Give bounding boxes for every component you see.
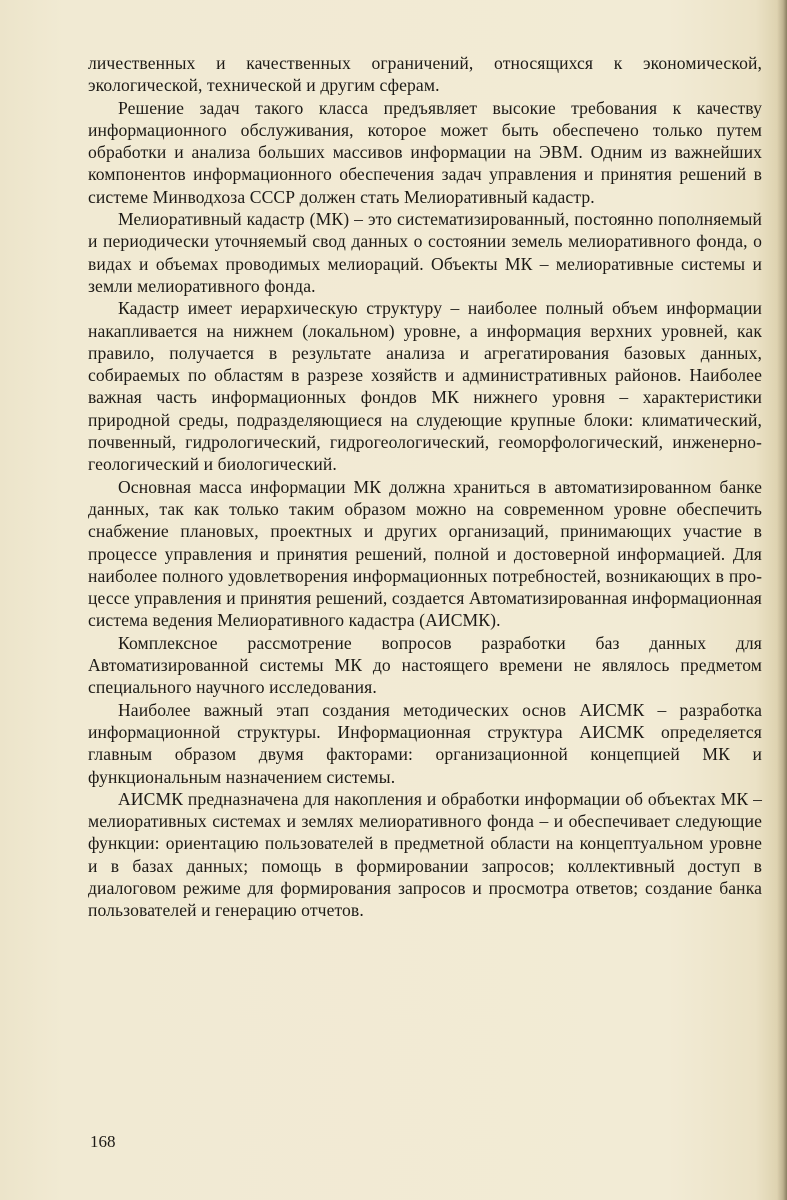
paragraph: Наиболее важный этап создания методических основ АИСМК – разработка информационной структуры. Информационная структура АИСМК определяется главным образом двумя факторами: организационной концепцией МК и функциональным назначением системы.: [88, 699, 762, 787]
paragraph: АИСМК предназначена для накопления и обработки информации об объектах МК – мелиоративных системах и землях мелиоративного фонда – и обеспечивает следующие функции: ориентацию пользователей в предметной области на концептуальном уровне и в базах данных; помощь в формировании запросов; коллективный доступ в диалоговом режиме для формирования запросов и просмотра ответов; создание банка пользователей и генерацию отчетов.: [88, 788, 762, 921]
paragraph: Основная масса информации МК должна храниться в автоматизированном банке данных, так как только таким образом можно на современном уровне обеспечить снабжение плановых, проектных и других организаций, принимающих участие в процессе управления и принятия решений, полной и достоверной информацией. Для наиболее полного удовлетворения информационных потребностей, возникающих в процессе управления и принятия решений, создается Автоматизированная информационная система ведения Мелиоративного кадастра (АИСМК).: [88, 476, 762, 631]
page-number: 168: [90, 1132, 116, 1151]
paragraph: Комплексное рассмотрение вопросов разработки баз данных для Автоматизированной системы МК до настоящего времени не являлось предметом специального научного исследования.: [88, 632, 762, 698]
paragraph: Кадастр имеет иерархическую структуру – наиболее полный объем информации накапливается на нижнем (локальном) уровне, а информация верхних уровней, как правило, получается в результате анализа и агрегатирования базовых данных, собираемых по областям в разрезе хозяйств и административных районов. Наиболее важная часть информационных фондов МК нижнего уровня – характеристики природной среды, подразделяющиеся на слудеющие крупные блоки: климатический, почвенный, гидрологический, гидрогеологический, геоморфологический, инженерно-геологический и биологический.: [88, 298, 762, 475]
page-edge-shadow: [777, 0, 787, 1200]
paragraph: Решение задач такого класса предъявляет высокие требования к качеству информационного обслуживания, которое может быть обеспечено только путем обработки и анализа больших массивов информации на ЭВМ. Одним из важнейших компонентов информационного обеспечения задач управления и принятия решений в системе Минводхоза СССР должен стать Мелиоративный кадастр.: [88, 97, 762, 207]
body-text: [88, 52, 762, 922]
paragraph: личественных и качественных ограничений, относящихся к экономической, экологической, технической и другим сферам.: [88, 53, 762, 96]
paragraph: Мелиоративный кадастр (МК) – это систематизированный, постоянно пополняемый и периодически уточняемый свод данных о состоянии земель мелиоративного фонда, о видах и объемах проводимых мелиораций. Объекты МК – мелиоративные системы и земли мелиоративного фонда.: [88, 209, 762, 296]
